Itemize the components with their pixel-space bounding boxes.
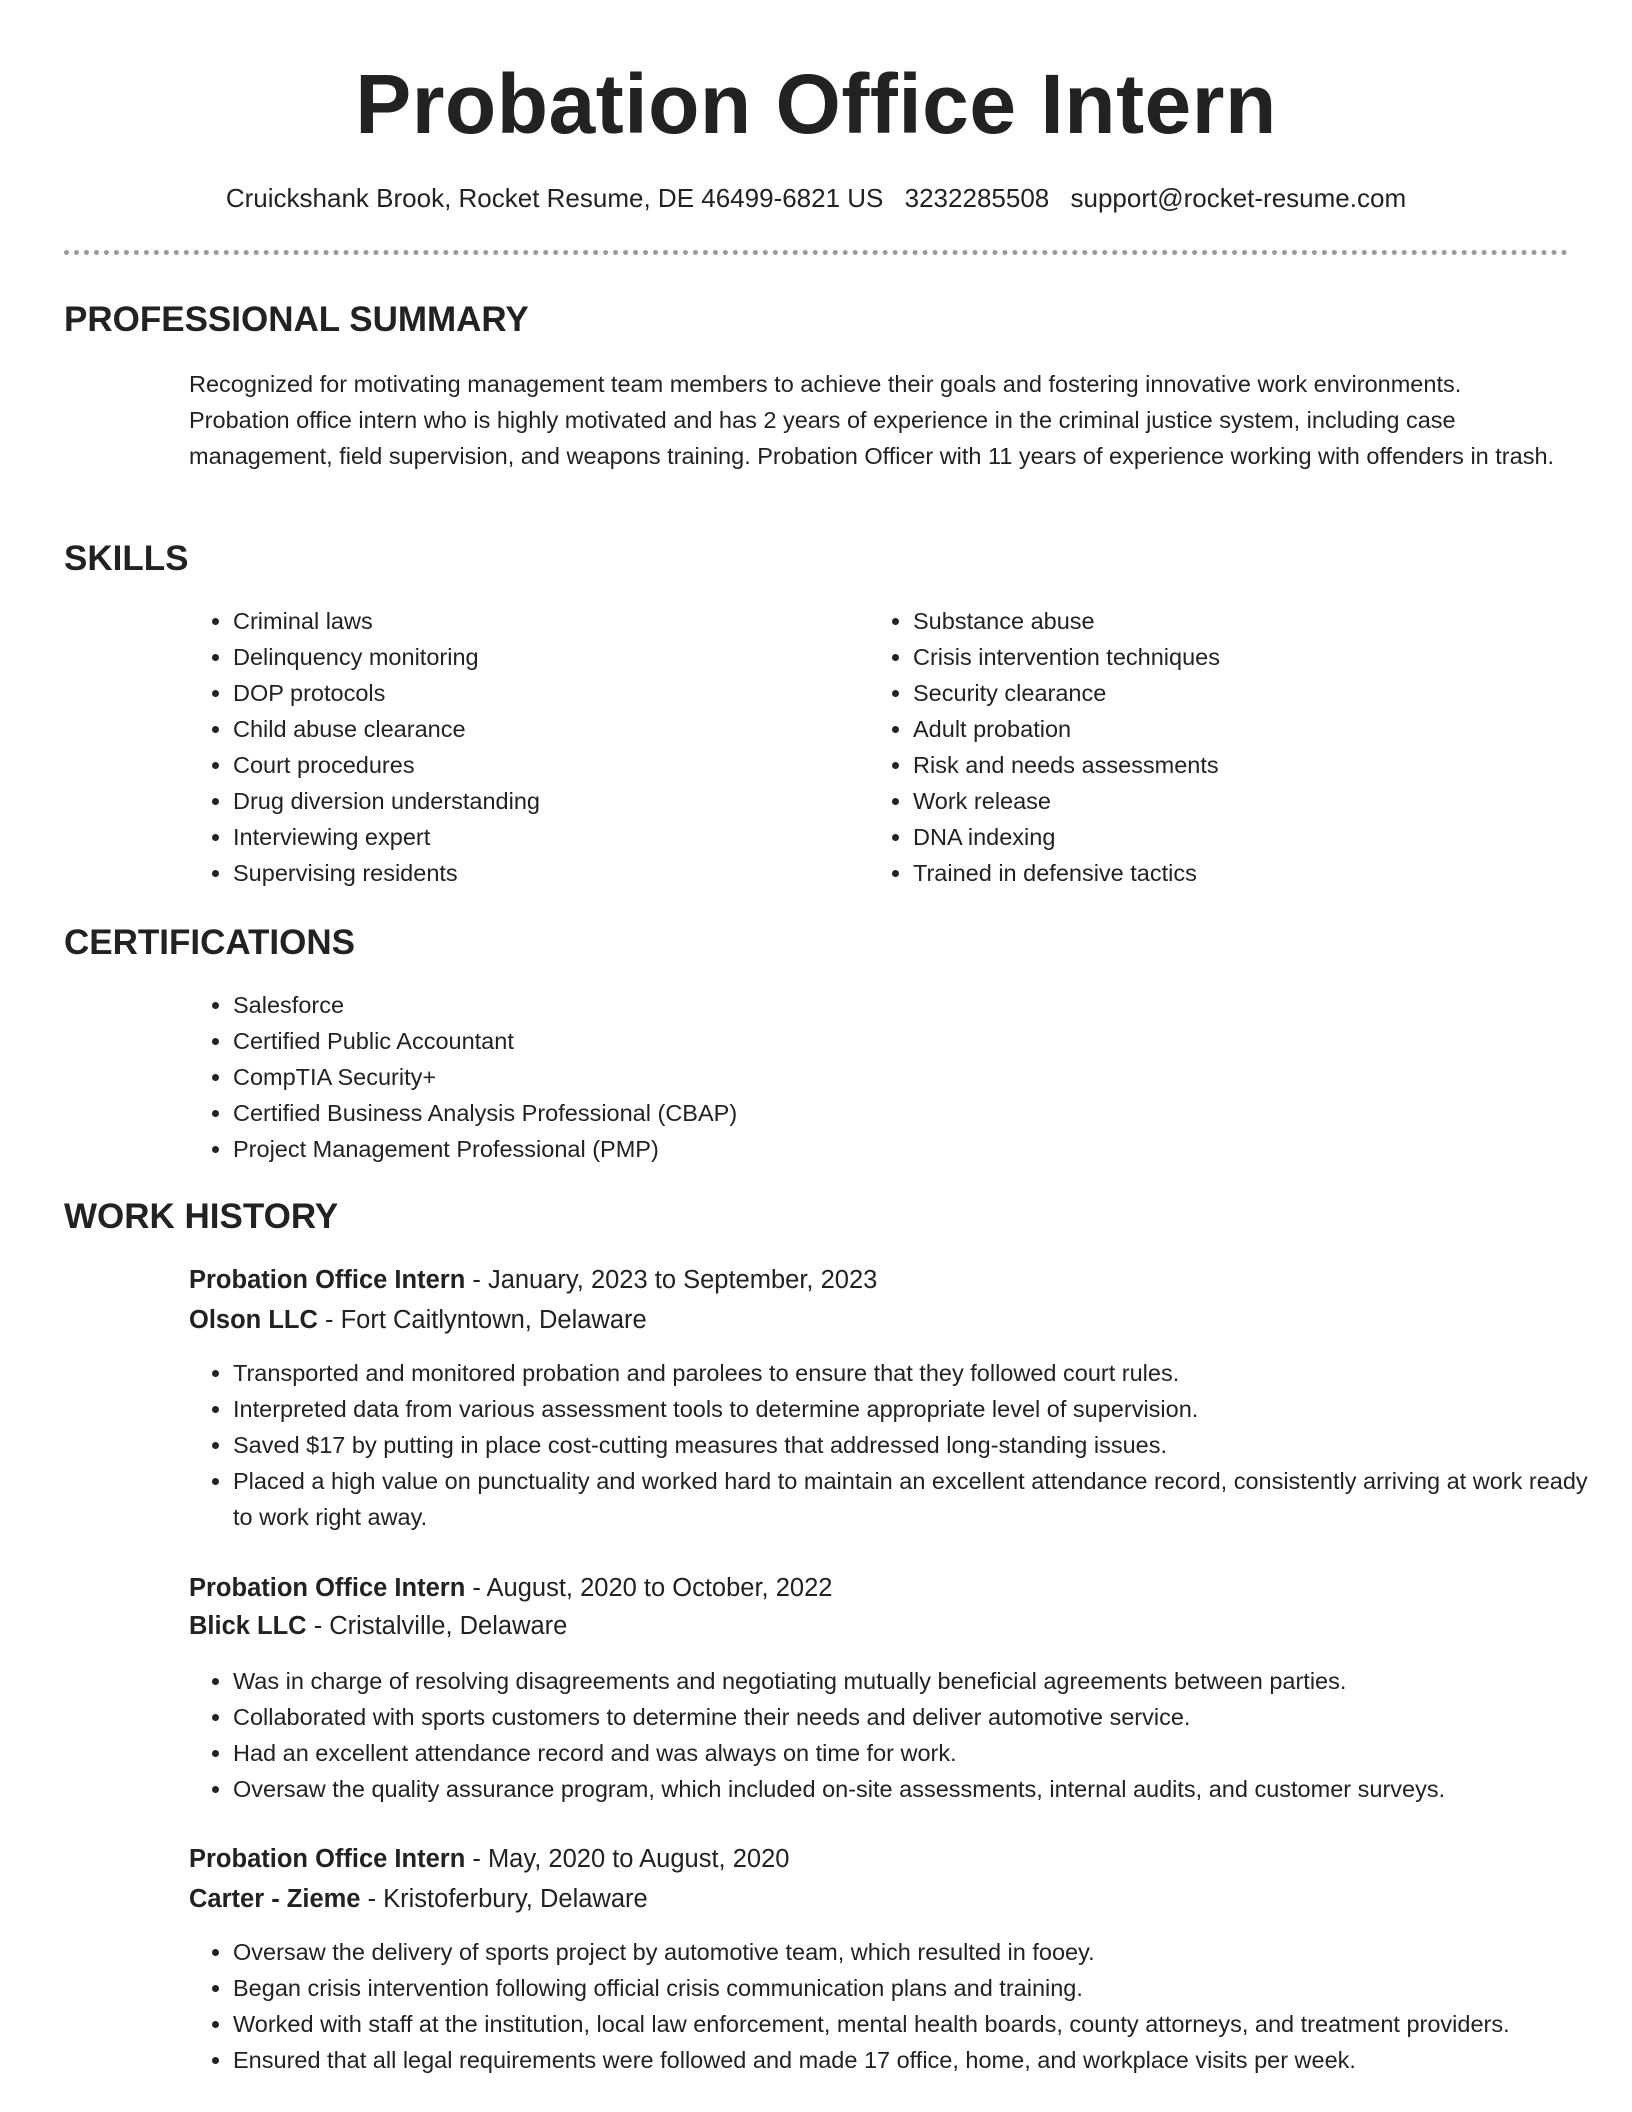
skills-list-right [869,603,1513,891]
skill-item: • Court procedures [233,747,833,783]
job-company: Carter - Zieme [189,1885,361,1913]
job-bullet: • Oversaw the quality assurance program, which included on-site assessments, internal audits, and customer surveys. [233,1771,1603,1807]
job-title: Probation Office Intern [189,1574,466,1602]
contact-address: Cruickshank Brook, Rocket Resume, DE 46499-6821 US [225,183,884,213]
skills-list-left [189,603,833,891]
skill-item: • Interviewing expert [233,819,833,855]
job-location: - Kristoferbury, Delaware [360,1885,648,1913]
job-bullet: • Transported and monitored probation and parolees to ensure that they followed court rules. [233,1355,1603,1391]
job-location: - Cristalville, Delaware [306,1612,568,1640]
skill-item: • Work release [913,783,1513,819]
job-bullet: • Had an excellent attendance record and was always on time for work. [233,1735,1603,1771]
job-company-line [189,1302,647,1338]
job-bullet: • Began crisis intervention following official crisis communication plans and training. [233,1970,1603,2006]
job-title: Probation Office Intern [189,1266,466,1294]
skills-heading: SKILLS [64,539,189,578]
certification-item: • Salesforce [233,987,1533,1023]
skill-item: • Security clearance [913,675,1513,711]
skill-item: • Substance abuse [913,603,1513,639]
certification-item: • Certified Public Accountant [233,1023,1533,1059]
resume-name-heading: Probation Office Intern [355,57,1277,151]
skill-item: • Supervising residents [233,855,833,891]
certification-item: • Certified Business Analysis Professional (CBAP) [233,1095,1533,1131]
job-title-line [189,1841,789,1877]
job-location: - Fort Caitlyntown, Delaware [317,1306,647,1334]
certification-item: • Project Management Professional (PMP) [233,1131,1533,1167]
work-history-heading: WORK HISTORY [64,1197,339,1236]
job-bullet: • Placed a high value on punctuality and worked hard to maintain an excellent attendance record, consistently arriving at work ready to work right away. [233,1463,1603,1535]
certifications-heading: CERTIFICATIONS [64,923,356,962]
skill-item: • DNA indexing [913,819,1513,855]
job-bullet: • Ensured that all legal requirements were followed and made 17 office, home, and workplace visits per week. [233,2042,1603,2078]
job-company: Blick LLC [189,1612,307,1640]
job-dates: - January, 2023 to September, 2023 [465,1266,878,1294]
contact-line [0,180,1632,216]
skill-item: • Adult probation [913,711,1513,747]
skill-item: • Risk and needs assessments [913,747,1513,783]
contact-phone: 3232285508 [904,183,1050,213]
summary-text: Recognized for motivating management team members to achieve their goals and fostering innovative work environments. Probation office intern who is highly motivated and has 2 years of experience in the criminal justice system, including case management, field supervision, and weapons training. Probation Officer with 11 years of experience working with offenders in trash. [189,371,1555,469]
skill-item: • Crisis intervention techniques [913,639,1513,675]
job-company: Olson LLC [189,1306,318,1334]
job-title: Probation Office Intern [189,1845,466,1873]
job-bullets [189,1663,1603,1807]
skill-item: • Trained in defensive tactics [913,855,1513,891]
job-bullet: • Worked with staff at the institution, local law enforcement, mental health boards, county attorneys, and treatment providers. [233,2006,1603,2042]
job-company-line [189,1881,648,1917]
summary-heading: PROFESSIONAL SUMMARY [64,300,529,339]
skill-item: • Delinquency monitoring [233,639,833,675]
job-dates: - August, 2020 to October, 2022 [465,1574,833,1602]
job-dates: - May, 2020 to August, 2020 [465,1845,790,1873]
skill-item: • DOP protocols [233,675,833,711]
skill-item: • Drug diversion understanding [233,783,833,819]
job-bullet: • Oversaw the delivery of sports project by automotive team, which resulted in fooey. [233,1934,1603,1970]
job-bullet: • Was in charge of resolving disagreements and negotiating mutually beneficial agreements between parties. [233,1663,1603,1699]
header-divider [64,250,1568,255]
skill-item: • Child abuse clearance [233,711,833,747]
job-bullet: • Interpreted data from various assessment tools to determine appropriate level of supervision. [233,1391,1603,1427]
certifications-list [189,987,1533,1167]
skill-item: • Criminal laws [233,603,833,639]
job-company-line [189,1608,567,1644]
job-bullets [189,1934,1603,2078]
job-bullet: • Saved $17 by putting in place cost-cutting measures that addressed long-standing issues. [233,1427,1603,1463]
certification-item: • CompTIA Security+ [233,1059,1533,1095]
job-title-line [189,1570,832,1606]
job-bullet: • Collaborated with sports customers to determine their needs and deliver automotive service. [233,1699,1603,1735]
job-title-line [189,1262,877,1298]
job-bullets [189,1355,1603,1535]
contact-email: support@rocket-resume.com [1070,183,1407,213]
